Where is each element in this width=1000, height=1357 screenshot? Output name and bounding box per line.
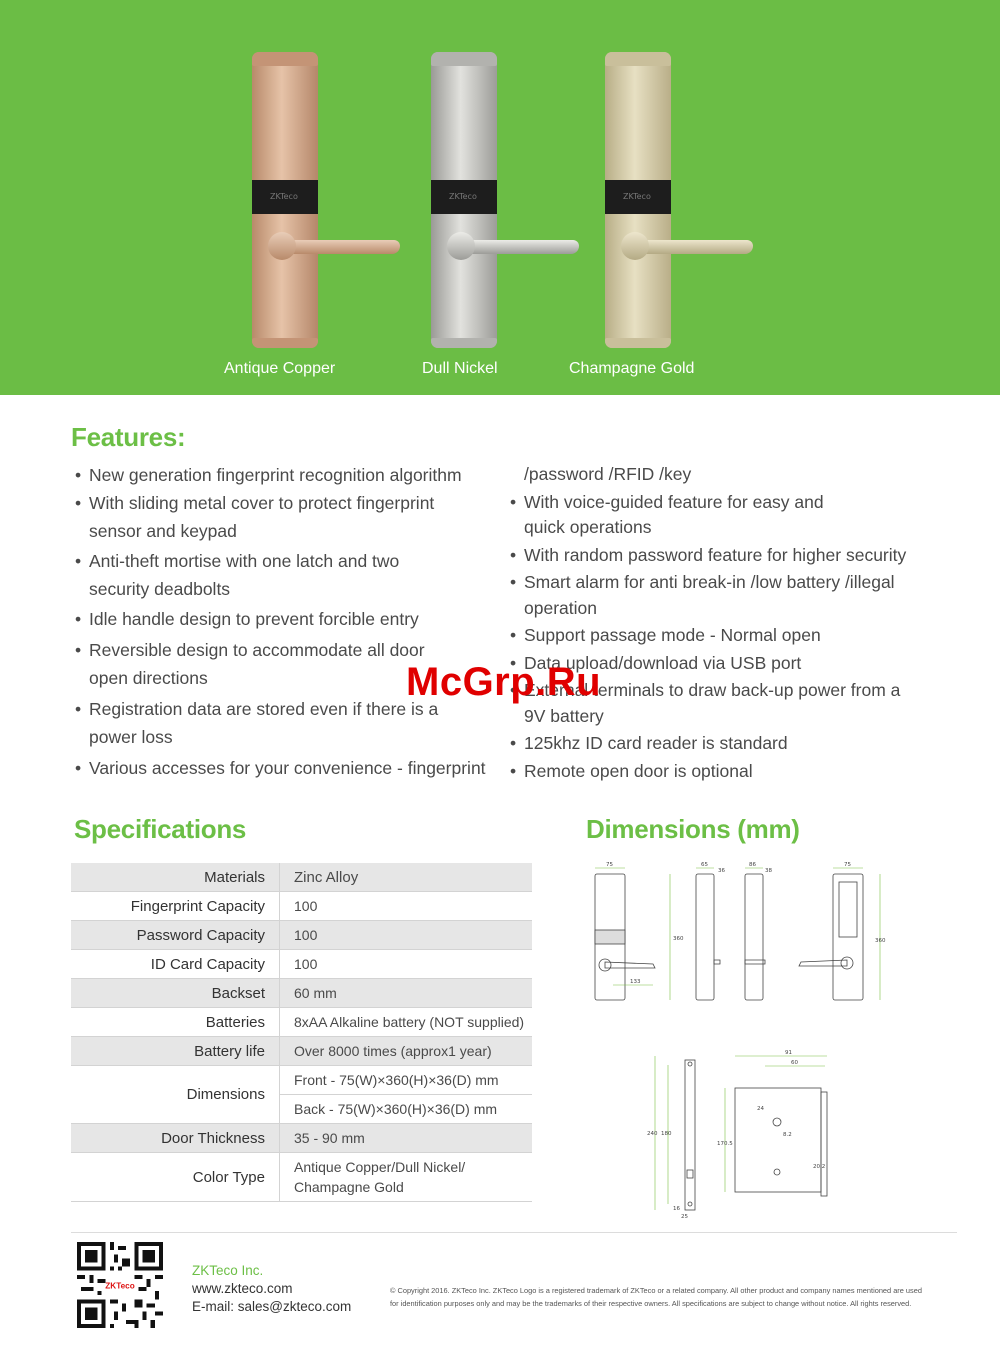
dimensions-heading: Dimensions (mm) xyxy=(586,814,800,844)
champagne-gold-lock-image xyxy=(605,52,671,348)
features-list-right xyxy=(508,462,938,786)
dim-label: 91 xyxy=(785,1050,792,1056)
feature-item-cont: security deadbolts xyxy=(89,579,231,599)
spec-row: Color Type Antique Copper/Dull Nickel/ Champagne Gold xyxy=(71,1153,532,1202)
dim-label: 133 xyxy=(630,979,641,985)
dim-label: 360 xyxy=(875,938,886,944)
feature-item: • Registration data are stored even if there is a xyxy=(73,695,503,723)
dim-label: 180 xyxy=(661,1131,672,1137)
legal-notice: © Copyright 2016. ZKTeco Inc. ZKTeco Logo is a registered trademark of ZKTeco or a related company. All other product and company names mentioned are used for identification purposes only and may be the trademarks of their respective owners. All specifications are subject to change without notice. All rights reserved. xyxy=(390,1286,922,1308)
color-label-nickel: Dull Nickel xyxy=(422,360,498,377)
feature-item: • 125khz ID card reader is standard xyxy=(508,731,938,757)
dull-nickel-lock-image xyxy=(431,52,497,348)
feature-item: • New generation fingerprint recognition algorithm xyxy=(73,461,503,489)
color-label-gold: Champagne Gold xyxy=(569,360,695,377)
spec-row: Back - 75(W)×360(H)×36(D) mm xyxy=(71,1095,532,1124)
dim-label: 65 xyxy=(701,862,708,868)
spec-row: Door Thickness 35 - 90 mm xyxy=(71,1124,532,1153)
feature-item-cont: sensor and keypad xyxy=(89,521,237,541)
website-link[interactable]: www.zkteco.com xyxy=(192,1281,293,1296)
qr-logo: ZKTeco xyxy=(105,1281,135,1291)
features-list-left xyxy=(73,461,503,782)
dim-label: 16 xyxy=(673,1206,680,1212)
product-banner xyxy=(0,0,1000,395)
lock-logo: ZKTeco xyxy=(270,192,298,201)
spec-row: Fingerprint Capacity 100 xyxy=(71,892,532,921)
email-link[interactable]: E-mail: sales@zkteco.com xyxy=(192,1299,352,1314)
dim-label: 20.2 xyxy=(813,1164,826,1170)
dimensions-drawing xyxy=(585,860,890,1222)
feature-item-cont: open directions xyxy=(89,668,208,688)
dim-label: 170.5 xyxy=(717,1141,733,1147)
feature-item: • Idle handle design to prevent forcible entry xyxy=(73,605,503,633)
dim-label: 36 xyxy=(718,868,725,874)
dim-label: 240 xyxy=(647,1131,658,1137)
watermark-text: McGrp.Ru xyxy=(406,660,602,704)
lock-logo: ZKTeco xyxy=(449,192,477,201)
feature-item-cont: /password /RFID /key xyxy=(524,464,692,484)
spec-row: Materials Zinc Alloy xyxy=(71,863,532,892)
dim-label: 24 xyxy=(757,1106,764,1112)
spec-row: Password Capacity 100 xyxy=(71,921,532,950)
feature-item: • Various accesses for your convenience - fingerprint xyxy=(73,754,503,782)
dim-label: 360 xyxy=(673,936,684,942)
spec-row: ID Card Capacity 100 xyxy=(71,950,532,979)
dim-label: 25 xyxy=(681,1214,688,1220)
dim-label: 75 xyxy=(606,862,613,868)
feature-item: • With sliding metal cover to protect fingerprint xyxy=(73,489,503,517)
feature-item-cont: power loss xyxy=(89,727,173,747)
specifications-table xyxy=(71,863,532,1202)
spec-row: Backset 60 mm xyxy=(71,979,532,1008)
antique-copper-lock-image xyxy=(252,52,318,348)
dim-label: 8.2 xyxy=(783,1132,792,1138)
spec-row: Batteries 8xAA Alkaline battery (NOT supplied) xyxy=(71,1008,532,1037)
feature-item: • Smart alarm for anti break-in /low battery /illegal operation xyxy=(508,570,938,621)
feature-item: • Data upload/download via USB port xyxy=(508,651,938,677)
footer-divider xyxy=(71,1232,957,1233)
specifications-heading: Specifications xyxy=(74,814,247,844)
dim-label: 38 xyxy=(765,868,772,874)
lock-logo: ZKTeco xyxy=(623,192,651,201)
feature-item: • Remote open door is optional xyxy=(508,759,938,785)
company-name: ZKTeco Inc. xyxy=(192,1263,264,1278)
spec-row: Dimensions Front - 75(W)×360(H)×36(D) mm xyxy=(71,1066,532,1095)
qr-code[interactable] xyxy=(77,1242,163,1328)
feature-item: • Anti-theft mortise with one latch and two xyxy=(73,547,503,575)
dim-label: 60 xyxy=(791,1060,798,1066)
feature-item: • Support passage mode - Normal open xyxy=(508,623,938,649)
dim-label: 75 xyxy=(844,862,851,868)
dim-label: 86 xyxy=(749,862,756,868)
color-label-copper: Antique Copper xyxy=(224,360,336,377)
feature-item: • With voice-guided feature for easy and quick operations xyxy=(508,490,938,541)
feature-item: • With random password feature for higher security xyxy=(508,543,938,569)
feature-item: • Reversible design to accommodate all door xyxy=(73,636,503,664)
feature-item: • External terminals to draw back-up power from a 9V battery xyxy=(508,678,938,729)
features-heading: Features: xyxy=(71,422,186,452)
spec-row: Battery life Over 8000 times (approx1 year) xyxy=(71,1037,532,1066)
